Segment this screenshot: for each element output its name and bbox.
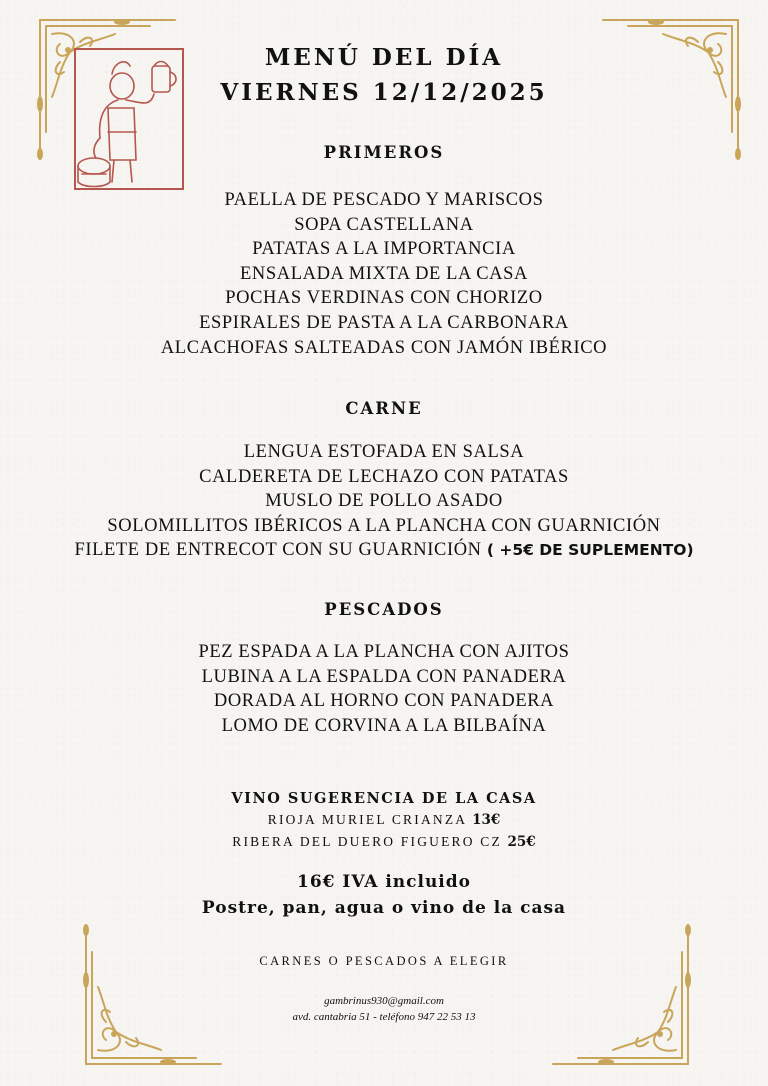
menu-price: 16€ IVA incluido xyxy=(296,872,471,892)
list-item: PATATAS A LA IMPORTANCIA xyxy=(252,239,516,260)
wine-price: 13€ xyxy=(472,812,501,828)
list-item xyxy=(0,538,768,563)
wine-name: RIBERA DEL DUERO FIGUERO CZ xyxy=(232,834,508,849)
wine-price: 25€ xyxy=(507,834,536,850)
menu-date: VIERNES 12/12/2025 xyxy=(220,79,548,106)
list-item: LOMO DE CORVINA A LA BILBAÍNA xyxy=(221,715,547,736)
list-item: DORADA AL HORNO CON PANADERA xyxy=(213,691,555,712)
list-item: ESPIRALES DE PASTA A LA CARBONARA xyxy=(199,312,569,333)
list-item: LUBINA A LA ESPALDA CON PANADERA xyxy=(201,666,567,687)
pescados-list xyxy=(0,640,768,738)
list-item: MUSLO DE POLLO ASADO xyxy=(265,491,503,512)
menu-title: MENÚ DEL DÍA xyxy=(264,44,504,71)
list-item: ALCACHOFAS SALTEADAS CON JAMÓN IBÉRICO xyxy=(160,337,608,358)
menu-includes: Postre, pan, agua o vino de la casa xyxy=(201,898,567,918)
contact-address: avd. cantabria 51 - teléfono 947 22 53 13 xyxy=(292,1011,476,1023)
carne-list xyxy=(0,440,768,563)
footer-note: CARNES O PESCADOS A ELEGIR xyxy=(259,954,509,968)
wine-item xyxy=(0,831,768,853)
list-item: ENSALADA MIXTA DE LA CASA xyxy=(240,263,528,284)
wine-heading: VINO SUGERENCIA DE LA CASA xyxy=(231,790,537,807)
section-heading-carne: CARNE xyxy=(345,399,423,418)
list-item: PAELLA DE PESCADO Y MARISCOS xyxy=(224,190,544,210)
list-item: PEZ ESPADA A LA PLANCHA CON AJITOS xyxy=(198,642,570,662)
section-heading-pescados: PESCADOS xyxy=(324,600,444,619)
supplement-note: ( +5€ DE SUPLEMENTO) xyxy=(486,541,694,560)
price-block xyxy=(0,869,768,921)
list-item-text: FILETE DE ENTRECOT CON SU GUARNICIÓN xyxy=(74,540,487,561)
wine-list xyxy=(0,809,768,853)
section-heading-primeros: PRIMEROS xyxy=(323,143,445,162)
list-item: SOLOMILLITOS IBÉRICOS A LA PLANCHA CON GUARNICIÓN xyxy=(107,515,661,536)
contact-email: gambrinus930@gmail.com xyxy=(324,995,444,1007)
list-item: POCHAS VERDINAS CON CHORIZO xyxy=(225,288,543,309)
list-item: SOPA CASTELLANA xyxy=(294,214,474,235)
list-item: CALDERETA DE LECHAZO CON PATATAS xyxy=(199,466,569,487)
primeros-list xyxy=(0,188,768,360)
wine-item xyxy=(0,809,768,831)
wine-name: RIOJA MURIEL CRIANZA xyxy=(267,812,473,827)
list-item: LENGUA ESTOFADA EN SALSA xyxy=(243,442,525,462)
contact-block xyxy=(0,993,768,1025)
